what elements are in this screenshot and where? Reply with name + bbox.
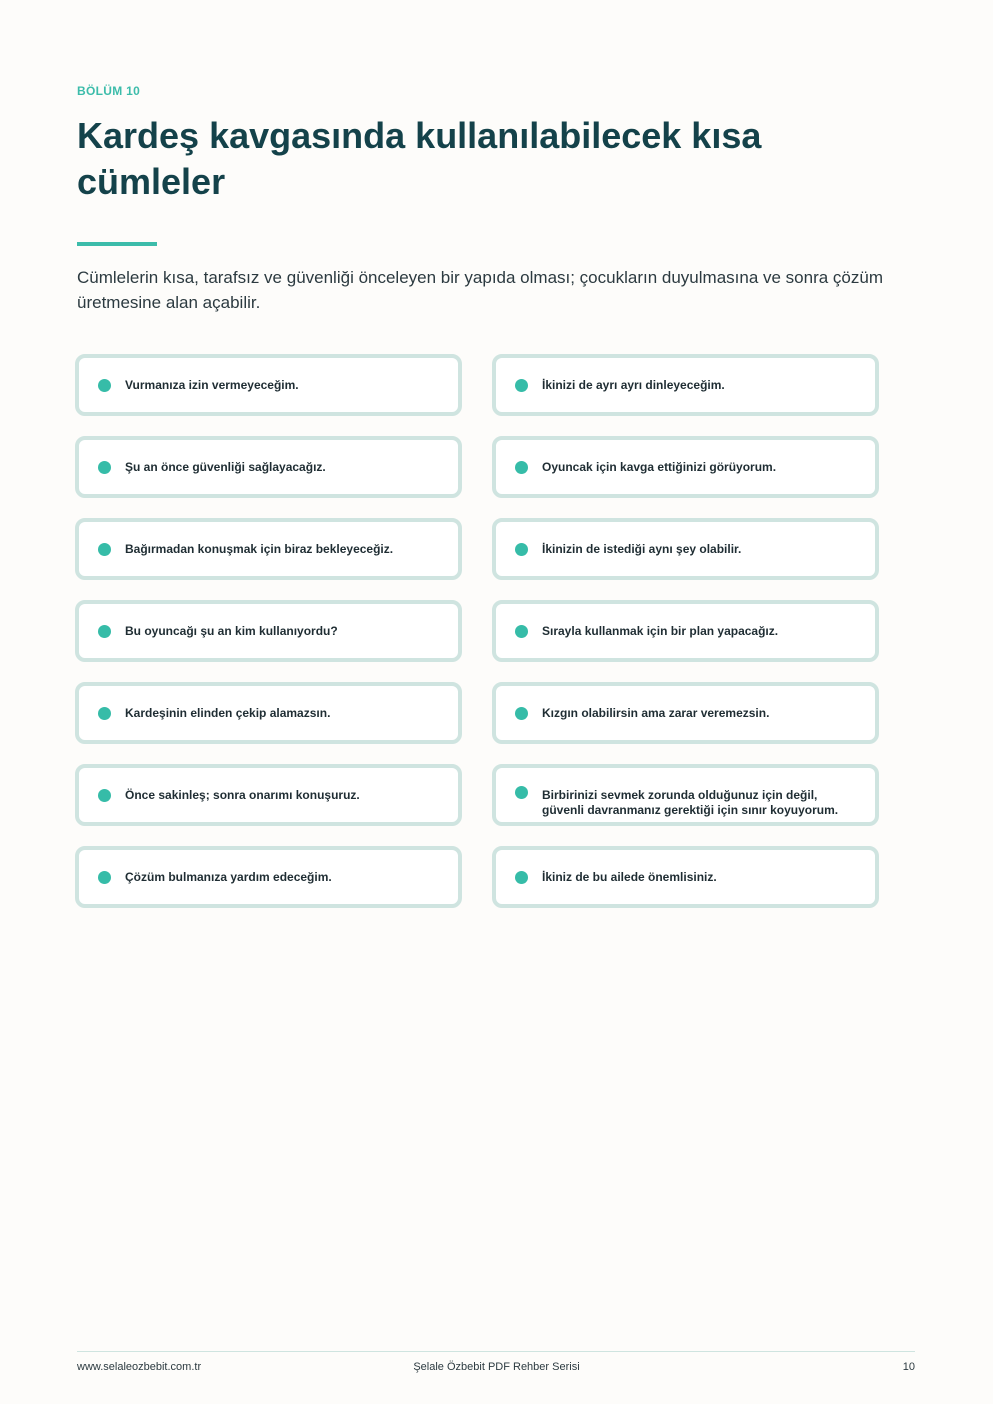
bullet-dot-icon: [515, 461, 528, 474]
phrase-card: [75, 354, 462, 416]
phrase-card: [75, 846, 462, 908]
phrase-card: [75, 518, 462, 580]
chapter-label: BÖLÜM 10: [77, 84, 141, 98]
bullet-dot-icon: [515, 871, 528, 884]
phrase-text: Bağırmadan konuşmak için biraz bekleyeceğiz.: [125, 541, 394, 556]
phrase-text: Birbirinizi sevmek zorunda olduğunuz için değil, güvenli davranmanız gerektiği için sınır koyuyorum.: [542, 788, 839, 817]
bullet-dot-icon: [98, 379, 111, 392]
bullet-dot-icon: [98, 543, 111, 556]
phrase-card: [75, 436, 462, 498]
phrase-card: [492, 682, 879, 744]
phrase-text: İkinizi de ayrı ayrı dinleyeceğim.: [542, 377, 725, 392]
bullet-dot-icon: [98, 625, 111, 638]
phrase-card: [75, 600, 462, 662]
bullet-dot-icon: [515, 707, 528, 720]
bullet-dot-icon: [515, 786, 528, 799]
bullet-dot-icon: [515, 543, 528, 556]
phrase-card: [492, 846, 879, 908]
page-title: Kardeş kavgasında kullanılabilecek kısa cümleler: [77, 115, 762, 202]
phrase-card: [75, 682, 462, 744]
phrase-text: Vurmanıza izin vermeyeceğim.: [125, 377, 299, 392]
phrase-card: [75, 764, 462, 826]
intro-paragraph: Cümlelerin kısa, tarafsız ve güvenliği önceleyen bir yapıda olması; çocukların duyulmasına ve sonra çözüm üretmesine alan açabilir.: [77, 268, 883, 312]
phrase-text: Sırayla kullanmak için bir plan yapacağız.: [542, 623, 779, 638]
phrase-card: [492, 600, 879, 662]
phrase-text: Şu an önce güvenliği sağlayacağız.: [125, 459, 326, 474]
footer-series: Şelale Özbebit PDF Rehber Serisi: [413, 1361, 580, 1373]
phrase-text: Oyuncak için kavga ettiğinizi görüyorum.: [542, 459, 777, 474]
phrase-grid: [75, 354, 879, 908]
bullet-dot-icon: [515, 379, 528, 392]
phrase-card: [492, 354, 879, 416]
phrase-card: [492, 764, 879, 826]
footer-divider: [77, 1351, 915, 1352]
bullet-dot-icon: [98, 461, 111, 474]
phrase-text: Kızgın olabilirsin ama zarar veremezsin.: [542, 705, 770, 720]
bullet-dot-icon: [98, 707, 111, 720]
bullet-dot-icon: [515, 625, 528, 638]
phrase-text: İkinizin de istediği aynı şey olabilir.: [542, 541, 742, 556]
bullet-dot-icon: [98, 789, 111, 802]
phrase-card: [492, 436, 879, 498]
phrase-text: İkiniz de bu ailede önemlisiniz.: [542, 869, 717, 884]
phrase-text: Bu oyuncağı şu an kim kullanıyordu?: [125, 623, 338, 638]
phrase-card: [492, 518, 879, 580]
phrase-text: Önce sakinleş; sonra onarımı konuşuruz.: [125, 787, 360, 802]
footer-website: www.selaleozbebit.com.tr: [77, 1361, 202, 1373]
footer-page-number: 10: [902, 1361, 915, 1373]
title-accent-rule: [77, 242, 157, 246]
phrase-text: Kardeşinin elinden çekip alamazsın.: [125, 705, 331, 720]
phrase-text: Çözüm bulmanıza yardım edeceğim.: [125, 869, 332, 884]
bullet-dot-icon: [98, 871, 111, 884]
